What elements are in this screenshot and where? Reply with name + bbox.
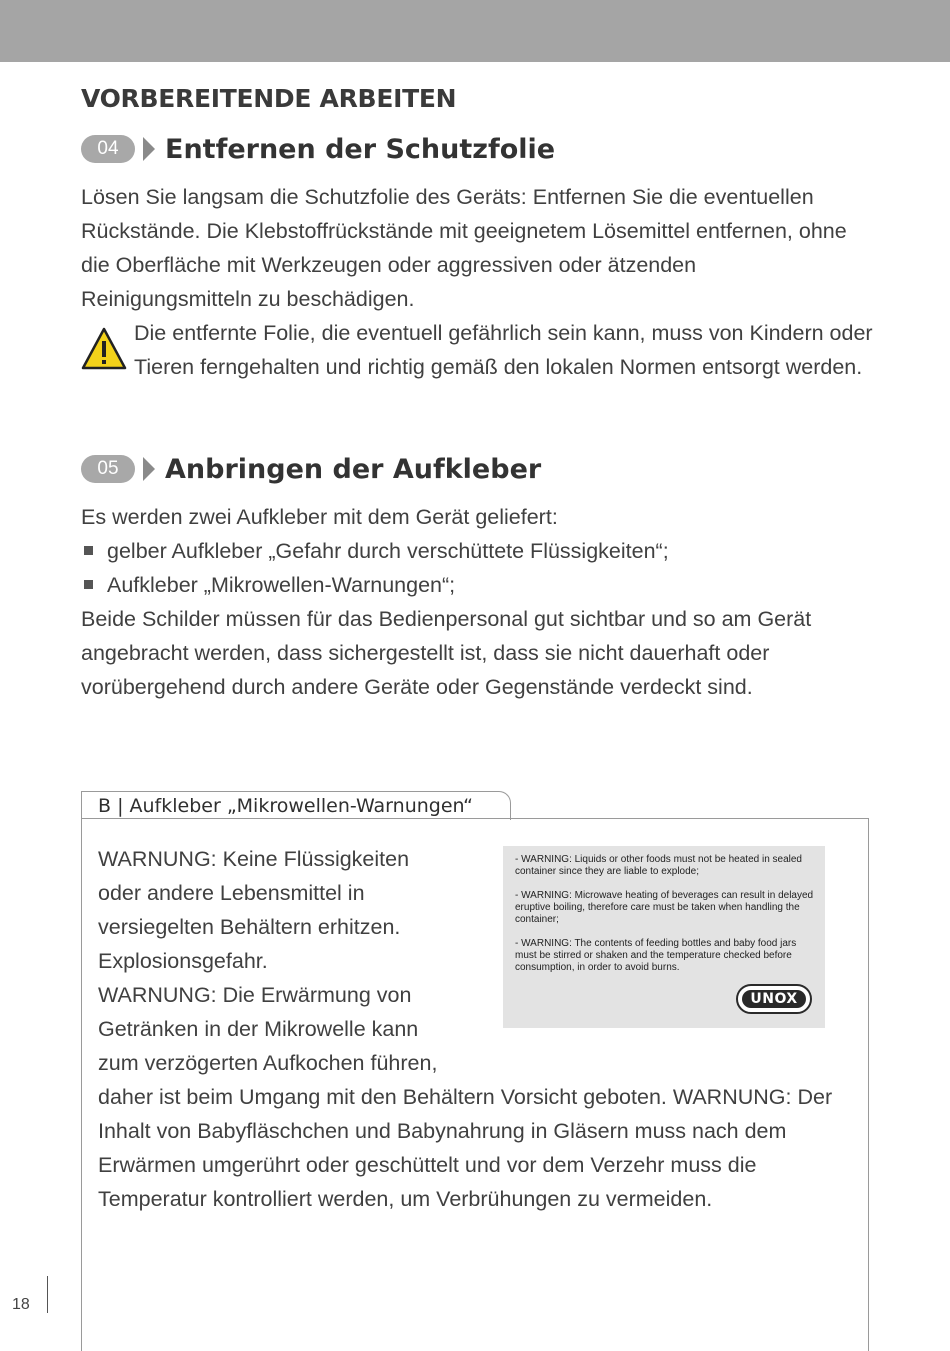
panel-line: zum verzögerten Aufkochen führen,: [98, 1051, 438, 1075]
panel-label: B | Aufkleber „Mikrowellen-Warnungen“: [98, 795, 474, 817]
list-item-text: Aufkleber „Mikrowellen-Warnungen“;: [107, 573, 456, 597]
section-05-title: Anbringen der Aufkleber: [165, 453, 542, 485]
section-04-paragraph: Lösen Sie langsam die Schutzfolie des Geräts: Entfernen Sie die eventuellen Rückstände. Die Klebstoffrückstände mit geeignetem Lösemittel entfernen, ohne die Oberfläche mit Werkzeugen oder aggressiven oder ätzenden Reinigungsmitteln zu beschädigen.: [81, 185, 847, 311]
list-item: [81, 568, 871, 602]
list-item: [81, 534, 871, 568]
sticker-warning-1: - WARNING: Liquids or other foods must not be heated in sealed container since they are liable to explode;: [515, 854, 802, 877]
page-number: 18: [12, 1296, 30, 1313]
chevron-right-icon: [143, 137, 155, 161]
panel-line: WARNUNG: Keine Flüssigkeiten: [98, 847, 410, 871]
panel-line: oder andere Lebensmittel in: [98, 881, 365, 905]
section-05-body: [81, 500, 871, 704]
panel-line: Explosionsgefahr.: [98, 949, 268, 973]
chevron-right-icon: [143, 457, 155, 481]
section-05-header: [81, 453, 541, 485]
section-04-title: Entfernen der Schutzfolie: [165, 133, 556, 165]
unox-logo: [736, 984, 812, 1014]
unox-logo-text: UNOX: [742, 990, 805, 1008]
section-04-header: [81, 133, 555, 165]
panel-line: WARNUNG: Die Erwärmung von: [98, 983, 412, 1007]
warning-note: [81, 316, 881, 384]
section-05-intro: Es werden zwei Aufkleber mit dem Gerät geliefert:: [81, 505, 558, 529]
sticker-warning-3: - WARNING: The contents of feeding bottles and baby food jars must be stirred or shaken and the temperature checked before consumption, in order to avoid burns.: [515, 938, 797, 973]
step-badge-05: 05: [81, 455, 135, 483]
sticker-warning-2: - WARNING: Microwave heating of beverages can result in delayed eruptive boiling, therefore care must be taken when handling the container;: [515, 890, 814, 925]
panel-text-bottom: daher ist beim Umgang mit den Behältern Vorsicht geboten. WARNUNG: Der Inhalt von Babyfläschchen und Babynahrung in Gläsern muss nach dem Erwärmen umgerührt oder geschüttelt und vor dem Verzehr muss die Temperatur kontrolliert werden, um Verbrühungen zu vermeiden.: [98, 1085, 833, 1211]
list-item-text: gelber Aufkleber „Gefahr durch verschüttete Flüssigkeiten“;: [107, 539, 669, 563]
bullet-square-icon: [84, 580, 93, 589]
step-badge-04: 04: [81, 135, 135, 163]
bullet-square-icon: [84, 546, 93, 555]
page-heading: VORBEREITENDE ARBEITEN: [81, 84, 457, 113]
microwave-warning-sticker: [503, 846, 825, 1028]
panel-text-top: [98, 842, 498, 1080]
section-05-paragraph: Beide Schilder müssen für das Bedienpersonal gut sichtbar und so am Gerät angebracht werden, dass sichergestellt ist, dass sie nicht dauerhaft oder vorübergehend durch andere Geräte oder Gegenstände verdeckt sind.: [81, 607, 812, 699]
warning-text: Die entfernte Folie, die eventuell gefährlich sein kann, muss von Kindern oder Tieren ferngehalten und richtig gemäß den lokalen Normen entsorgt werden.: [134, 321, 873, 379]
warning-triangle-icon: [81, 326, 127, 372]
page-number-divider: [47, 1276, 48, 1313]
header-bar: [0, 0, 950, 62]
panel-line: Getränken in der Mikrowelle kann: [98, 1017, 419, 1041]
panel-line: versiegelten Behältern erhitzen.: [98, 915, 401, 939]
